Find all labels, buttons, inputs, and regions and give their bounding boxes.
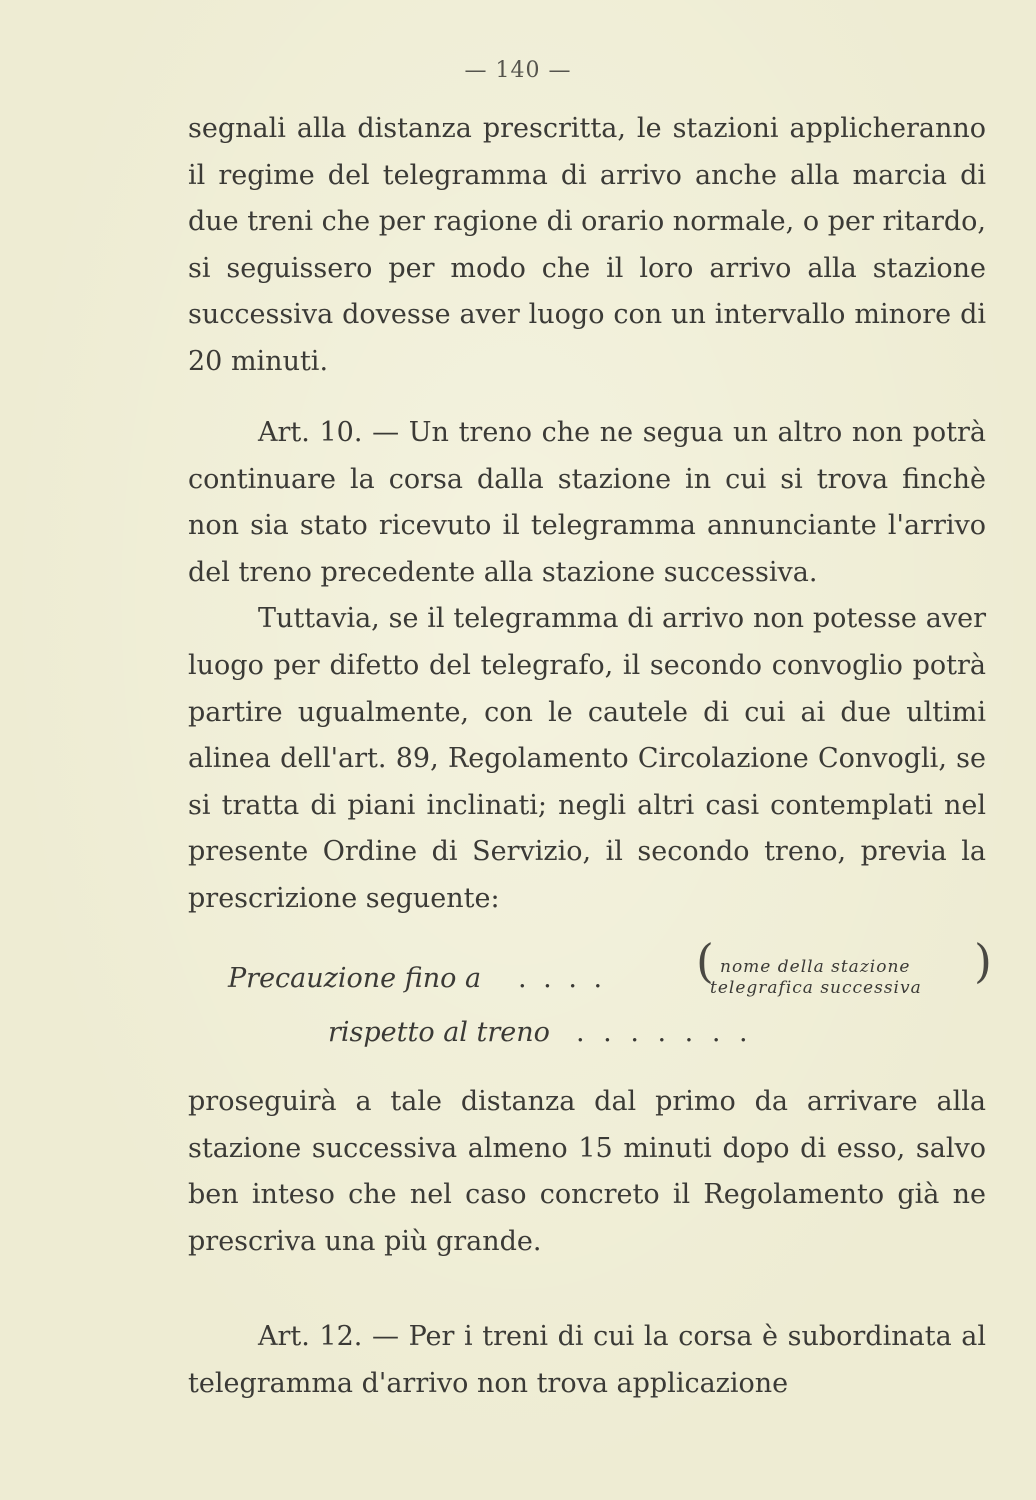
paragraph-tuttavia: Tuttavia, se il telegramma di arrivo non potesse aver luogo per difetto del telegrafo, il secondo convoglio potrà partire ugualmente, con le cautele di cui ai due ultimi alinea dell'art. 89, Regolamento Circolazione Convogli, se si tratta di piani inclinati; negli altri casi contemplati nel presente Ordine di Servizio, il secondo treno, previa la prescrizione seguente: (188, 603, 986, 914)
page-number: — 140 — (464, 58, 572, 83)
paragraph-block-2 (188, 410, 986, 923)
station-parenthetical (696, 934, 992, 1005)
paragraph-block-4 (188, 1314, 986, 1407)
paragraph-proseguira: proseguirà a tale distanza dal primo da arrivare alla stazione successiva almeno 15 minuti dopo di esso, salvo ben inteso che nel caso concreto il Regolamento già ne prescriva una più grande. (188, 1086, 986, 1257)
paragraph-block-1 (188, 106, 986, 386)
paragraph-block-3 (188, 1079, 986, 1265)
close-paren: ) (974, 934, 992, 988)
prescription-formula (228, 934, 992, 1065)
station-name-line: nome della stazione (720, 957, 911, 977)
precaution-dots: . . . . (518, 963, 607, 994)
station-telegraphic-line: telegrafica successiva (710, 978, 922, 998)
paragraph-signals: segnali alla distanza prescritta, le stazioni applicheranno il regime del telegramma di arrivo anche alla marcia di due treni che per ragione di orario normale, o per ritardo, si seguissero per modo che il loro arrivo alla stazione successiva dovesse aver luogo con un intervallo minore di 20 minuti. (188, 113, 986, 377)
paragraph-article-10: Art. 10. — Un treno che ne segua un altro non potrà continuare la corsa dalla stazione in cui si trova finchè non sia stato ricevuto il telegramma annunciante l'arrivo del treno precedente alla stazione successiva. (188, 417, 986, 588)
respect-dots: . . . . . . . (576, 1017, 753, 1048)
open-paren: ( (696, 934, 714, 988)
respect-train-text: rispetto al treno (328, 1017, 550, 1048)
precaution-text: Precauzione fino a (228, 963, 482, 994)
paragraph-article-12: Art. 12. — Per i treni di cui la corsa è subordinata al telegramma d'arrivo non trova applicazione (188, 1321, 986, 1399)
